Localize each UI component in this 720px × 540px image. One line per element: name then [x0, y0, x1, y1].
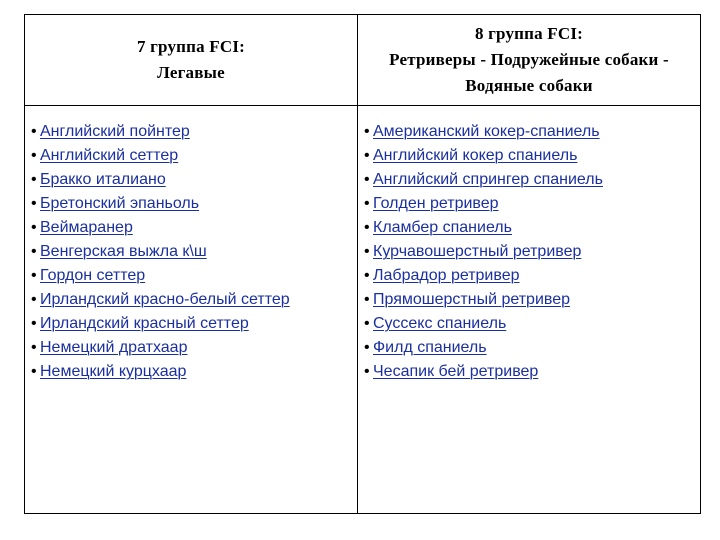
- bullet-icon: •: [364, 123, 370, 140]
- bullet-icon: •: [31, 291, 37, 308]
- group8-heading-line2: Ретриверы - Подружейные собаки -: [389, 50, 669, 69]
- breed-link[interactable]: Гордон сеттер: [40, 267, 146, 284]
- group7-breed-list: [31, 120, 357, 384]
- list-item: [364, 216, 700, 240]
- list-item: [364, 360, 700, 384]
- list-item: [364, 312, 700, 336]
- breed-link[interactable]: Ирландский красно-белый сеттер: [40, 291, 290, 308]
- group7-breed-cell: [25, 106, 358, 513]
- bullet-icon: •: [31, 171, 37, 188]
- bullet-icon: •: [31, 315, 37, 332]
- bullet-icon: •: [364, 339, 370, 356]
- breed-link[interactable]: Немецкий дратхаар: [40, 339, 188, 356]
- group7-heading-line2: Легавые: [157, 63, 225, 82]
- breed-link[interactable]: Ирландский красный сеттер: [40, 315, 249, 332]
- breed-link[interactable]: Венгерская выжла к\ш: [40, 243, 207, 260]
- breed-link[interactable]: Английский сеттер: [40, 147, 179, 164]
- breed-link[interactable]: Суссекс спаниель: [373, 315, 507, 332]
- bullet-icon: •: [31, 147, 37, 164]
- group7-heading: [137, 34, 245, 86]
- breed-link[interactable]: Английский спрингер спаниель: [373, 171, 603, 188]
- group8-breed-cell: [358, 106, 700, 513]
- list-item: [364, 264, 700, 288]
- bullet-icon: •: [31, 123, 37, 140]
- breed-link[interactable]: Прямошерстный ретривер: [373, 291, 571, 308]
- bullet-icon: •: [364, 363, 370, 380]
- bullet-icon: •: [364, 315, 370, 332]
- breed-link[interactable]: Чесапик бей ретривер: [373, 363, 539, 380]
- list-item: [31, 192, 357, 216]
- list-item: [31, 264, 357, 288]
- breed-link[interactable]: Лабрадор ретривер: [373, 267, 520, 284]
- bullet-icon: •: [364, 267, 370, 284]
- bullet-icon: •: [364, 219, 370, 236]
- breed-link[interactable]: Английский кокер спаниель: [373, 147, 578, 164]
- breed-link[interactable]: Бретонский эпаньоль: [40, 195, 200, 212]
- bullet-icon: •: [31, 363, 37, 380]
- list-item: [31, 240, 357, 264]
- bullet-icon: •: [31, 267, 37, 284]
- breed-link[interactable]: Филд спаниель: [373, 339, 487, 356]
- breed-link[interactable]: Американский кокер-спаниель: [373, 123, 600, 140]
- list-item: [364, 120, 700, 144]
- bullet-icon: •: [364, 291, 370, 308]
- breed-link[interactable]: Кламбер спаниель: [373, 219, 512, 236]
- group8-heading-line1: 8 группа FCI:: [474, 24, 584, 43]
- group8-header-cell: [358, 15, 700, 106]
- list-item: [31, 360, 357, 384]
- group8-heading: [389, 21, 669, 99]
- list-item: [364, 288, 700, 312]
- breed-link[interactable]: Голден ретривер: [373, 195, 499, 212]
- breed-link[interactable]: Курчавошерстный ретривер: [373, 243, 582, 260]
- group7-heading-line1: 7 группа FCI:: [136, 37, 246, 56]
- breed-link[interactable]: Веймаранер: [40, 219, 133, 236]
- bullet-icon: •: [31, 219, 37, 236]
- list-item: [364, 144, 700, 168]
- breed-link[interactable]: Бракко италиано: [40, 171, 166, 188]
- list-item: [364, 240, 700, 264]
- bullet-icon: •: [364, 195, 370, 212]
- list-item: [364, 336, 700, 360]
- bullet-icon: •: [31, 195, 37, 212]
- bullet-icon: •: [31, 339, 37, 356]
- list-item: [31, 288, 357, 312]
- bullet-icon: •: [31, 243, 37, 260]
- list-item: [31, 216, 357, 240]
- list-item: [31, 120, 357, 144]
- list-item: [31, 168, 357, 192]
- breed-link[interactable]: Немецкий курцхаар: [40, 363, 187, 380]
- list-item: [364, 168, 700, 192]
- list-item: [364, 192, 700, 216]
- breed-link[interactable]: Английский пойнтер: [40, 123, 190, 140]
- group7-header-cell: [25, 15, 358, 106]
- fci-groups-table: [24, 14, 701, 514]
- bullet-icon: •: [364, 243, 370, 260]
- bullet-icon: •: [364, 147, 370, 164]
- list-item: [31, 312, 357, 336]
- group8-breed-list: [364, 120, 700, 384]
- group8-heading-line3: Водяные собаки: [465, 76, 593, 95]
- list-item: [31, 336, 357, 360]
- list-item: [31, 144, 357, 168]
- bullet-icon: •: [364, 171, 370, 188]
